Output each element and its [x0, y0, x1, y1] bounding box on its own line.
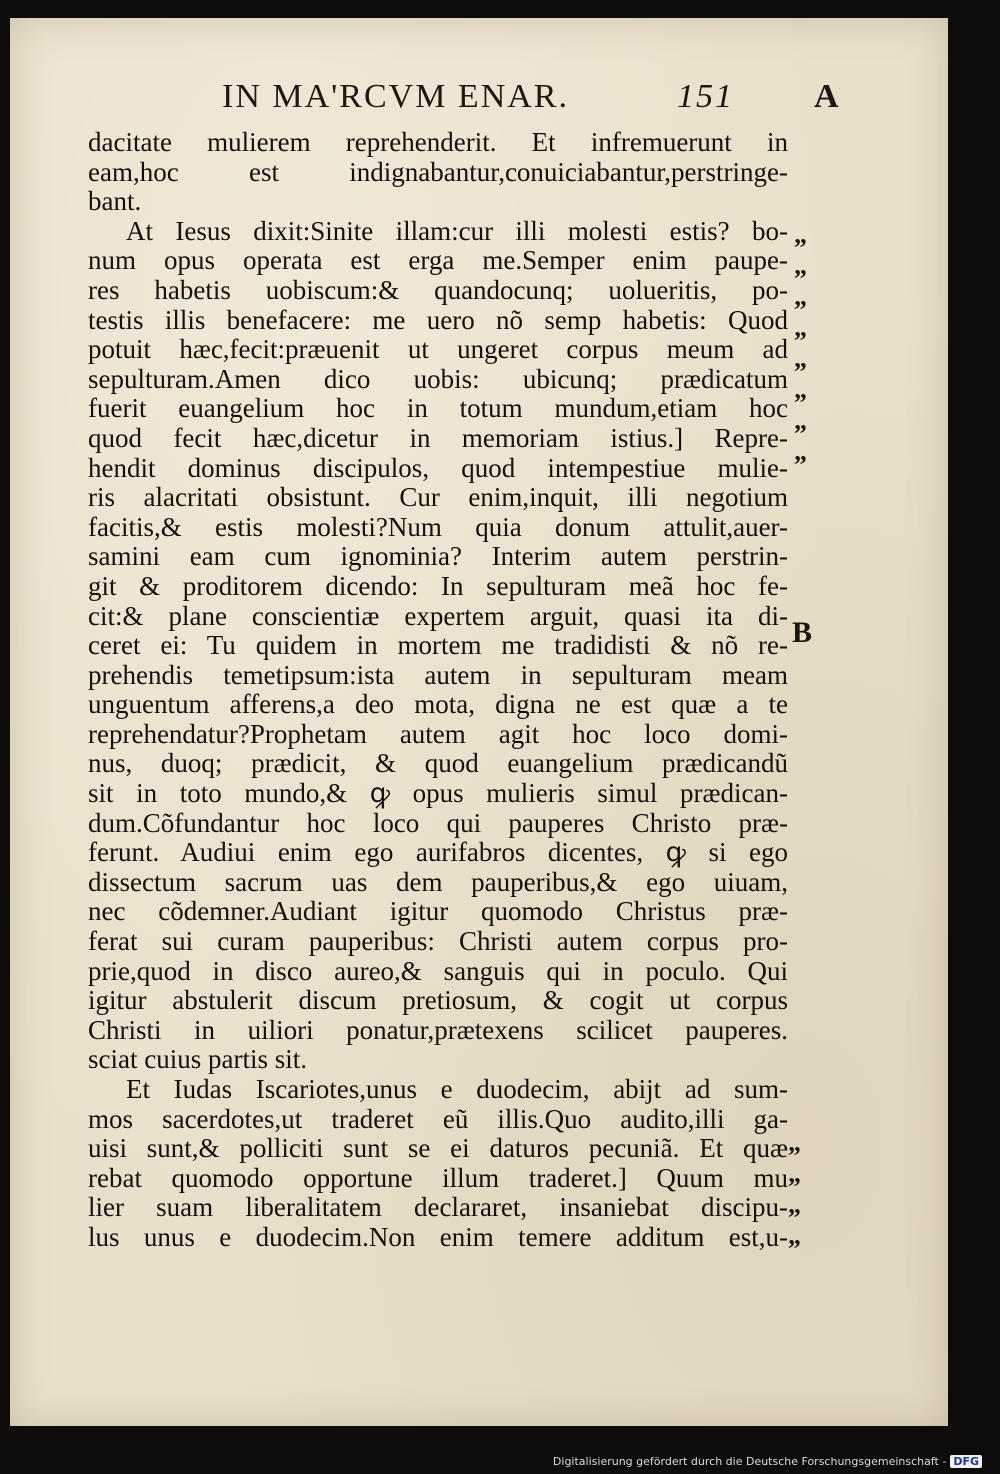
text-line: unguentum afferens,a deo mota, digna ne est quæ a te	[88, 690, 788, 720]
text-line: sit in toto mundo,& ꝙ opus mulieris simul prædican-	[88, 779, 788, 809]
quote-mark: „	[788, 1190, 801, 1219]
text-line: fuerit euangelium hoc in totum mundum,etiam hoc	[88, 394, 788, 424]
folio-number: 151	[677, 78, 734, 115]
text-line: bant.	[88, 187, 142, 217]
text-line: lier suam liberalitatem declararet, insaniebat discipu-	[88, 1193, 788, 1223]
text-line: nus, duoq; prædicit, & quod euangelium prædicandũ	[88, 749, 788, 779]
quote-mark: „	[794, 251, 807, 280]
text-line: prehendis temetipsum:ista autem in sepulturam meam	[88, 660, 788, 690]
text-line: uisi sunt,& polliciti sunt se ei daturos pecuniã. Et quæ	[88, 1134, 788, 1164]
section-letter-b: B	[792, 616, 813, 649]
body-text	[88, 128, 788, 1253]
quote-mark: „	[788, 1128, 801, 1157]
text-line: hendit dominus discipulos, quod intempestiue mulie-	[88, 453, 788, 483]
book-page	[10, 18, 948, 1426]
text-line: igitur abstulerit discum pretiosum, & cogit ut corpus	[88, 986, 788, 1016]
quote-mark: „	[794, 406, 807, 435]
running-title: IN MA'RCVM ENAR.	[222, 78, 569, 115]
text-line: facitis,& estis molesti?Num quia donum attulit,auer-	[88, 512, 788, 542]
page-header	[222, 78, 841, 118]
text-line: sepulturam.Amen dico uobis: ubicunq; prædicatum	[88, 364, 788, 394]
digitization-credit	[553, 1455, 982, 1468]
text-line: git & proditorem dicendo: In sepulturam meã hoc fe-	[88, 571, 788, 601]
text-line: At Iesus dixit:Sinite illam:cur illi molesti estis? bo-	[126, 216, 788, 246]
text-line: reprehendatur?Prophetam autem agit hoc loco domi-	[88, 719, 788, 749]
dfg-logo: DFG	[950, 1455, 982, 1468]
text-line: Et Iudas Iscariotes,unus e duodecim, abijt ad sum-	[126, 1075, 788, 1104]
quote-mark: „	[794, 437, 807, 466]
text-line: samini eam cum ignominia? Interim autem perstrin-	[88, 542, 788, 572]
text-line: dacitate mulierem reprehenderit. Et infremuerunt in	[88, 128, 788, 157]
text-line: ris alacritati obsistunt. Cur enim,inquit, illi negotium	[88, 483, 788, 513]
quote-mark: „	[794, 282, 807, 311]
text-line: testis illis benefacere: me uero nõ semp habetis: Quod	[88, 305, 788, 335]
text-line: ferunt. Audiui enim ego aurifabros dicentes, ꝙ si ego	[88, 838, 788, 868]
credit-text: Digitalisierung gefördert durch die Deutsche Forschungsgemeinschaft -	[552, 1455, 947, 1468]
text-line: rebat quomodo opportune illum traderet.] Quum mu	[88, 1163, 788, 1193]
text-line: sciat cuius partis sit.	[88, 1045, 307, 1075]
text-line: prie,quod in disco aureo,& sanguis qui in poculo. Qui	[88, 956, 788, 986]
text-line: lus unus e duodecim.Non enim temere additum est,u-	[88, 1222, 788, 1252]
quote-mark: „	[788, 1159, 801, 1188]
text-line: ferat sui curam pauperibus: Christi autem corpus pro-	[88, 927, 788, 957]
text-line: mos sacerdotes,ut traderet eũ illis.Quo audito,illi ga-	[88, 1104, 788, 1134]
text-line: nec cõdemner.Audiant igitur quomodo Christus præ-	[88, 897, 788, 927]
quote-mark: „	[794, 375, 807, 404]
quote-mark: „	[794, 220, 807, 249]
quote-mark: „	[794, 313, 807, 342]
text-line: dissectum sacrum uas dem pauperibus,& ego uiuam,	[88, 867, 788, 897]
signature-mark: A	[814, 78, 841, 115]
text-line: cit:& plane conscientiæ expertem arguit, quasi ita di-	[88, 601, 788, 631]
text-line: ceret ei: Tu quidem in mortem me tradidisti & nõ re-	[88, 631, 788, 661]
text-line: eam,hoc est indignabantur,conuiciabantur,perstringe-	[88, 157, 788, 187]
text-line: potuit hæc,fecit:præuenit ut ungeret corpus meum ad	[88, 335, 788, 365]
text-line: res habetis uobiscum:& quandocunq; uolueritis, po-	[88, 275, 788, 305]
quote-mark: „	[794, 344, 807, 373]
text-line: Christi in uiliori ponatur,prætexens scilicet pauperes.	[88, 1015, 788, 1045]
quote-mark: „	[788, 1221, 801, 1250]
text-line: dum.Cõfundantur hoc loco qui pauperes Christo præ-	[88, 808, 788, 838]
text-line: quod fecit hæc,dicetur in memoriam istius.] Repre-	[88, 423, 788, 453]
text-line: num opus operata est erga me.Semper enim paupe-	[88, 246, 788, 276]
